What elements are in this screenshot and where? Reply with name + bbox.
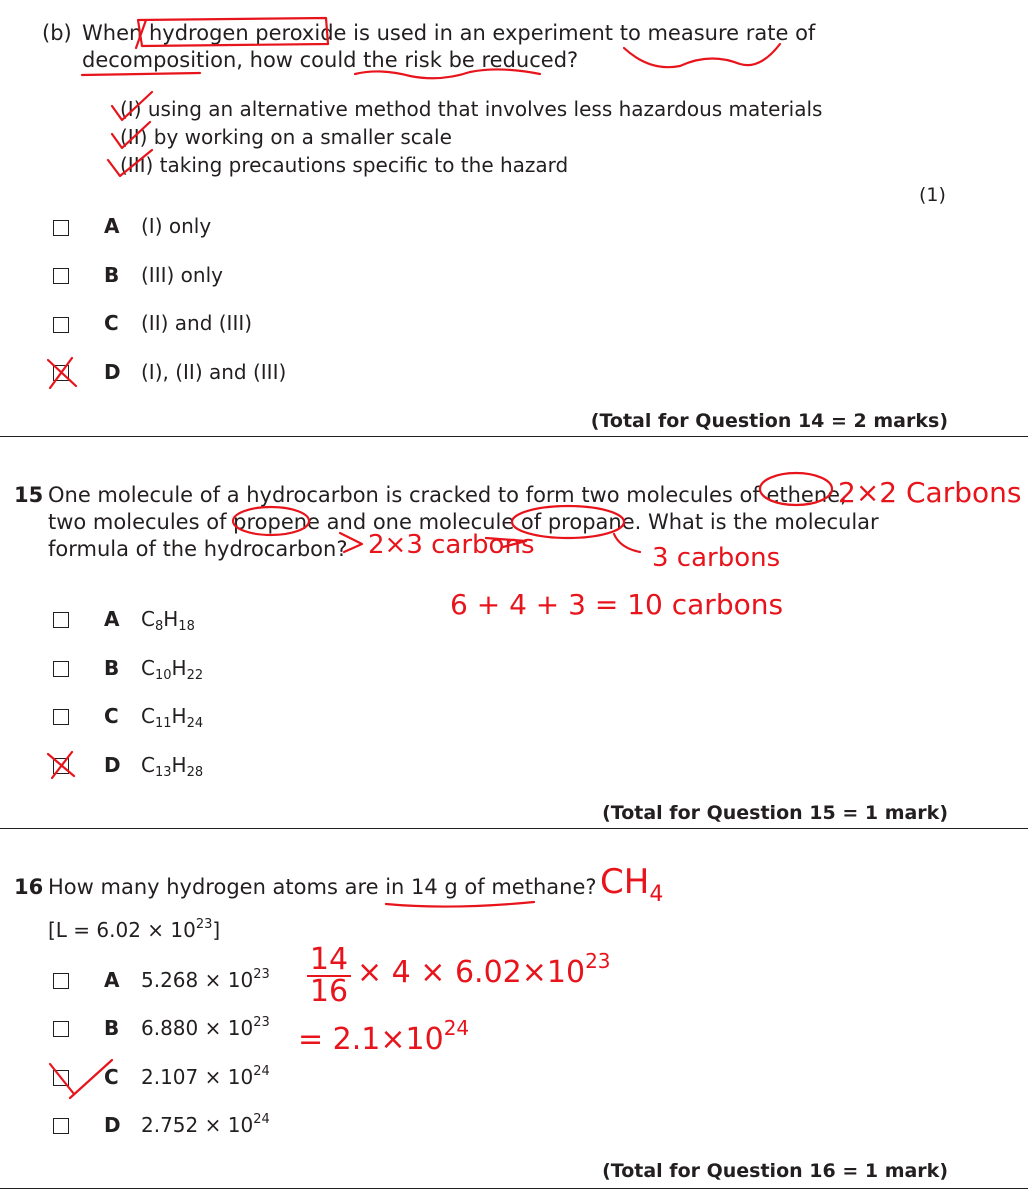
handwritten-ethene-note: 2×2 Carbons [838,476,1022,509]
q14b-stem-line-2: decomposition, how could the risk be reduced? [82,48,579,72]
q15-option-a-letter: A [104,607,120,631]
formula-element: H [171,656,187,680]
value-mantissa: 5.268 × 10 [141,968,254,992]
formula-subscript: 8 [154,619,164,634]
formula-subscript: 18 [178,619,195,634]
q14b-option-d-text: (I), (II) and (III) [141,360,287,384]
formula-subscript: 11 [154,716,172,731]
value-exponent: 24 [253,1064,270,1079]
q16-option-b-checkbox[interactable] [53,1021,69,1037]
section-divider [0,436,1028,437]
constant-text: ] [212,918,221,942]
formula-element: C [141,607,155,631]
formula-subscript: 22 [186,668,204,683]
q16-option-a-value [141,968,270,992]
q15-option-c-formula [141,704,204,731]
statement-numeral: (II) [120,125,148,149]
q15-stem-line-2: two molecules of propene and one molecule of propane. What is the molecular [48,510,879,534]
q16-option-b-letter: B [104,1016,120,1040]
q16-stem: How many hydrogen atoms are in 14 g of methane? [48,875,597,899]
q14b-stem-line-1 [82,19,815,47]
formula-subscript: 13 [154,765,172,780]
value-exponent: 24 [253,1112,270,1127]
arrow-mark [614,534,640,552]
q14b-option-a-checkbox[interactable] [53,220,69,236]
formula-element: H [171,753,187,777]
result-text: = 2.1×10 [298,1022,444,1057]
q15-total-marks: (Total for Question 15 = 1 mark) [602,802,948,824]
q15-option-a-formula [141,607,195,634]
q16-option-d-checkbox[interactable] [53,1118,69,1134]
handwritten-methane-formula [600,862,663,907]
formula-element: CH [600,862,650,902]
handwritten-calculation [357,949,611,990]
handwritten-carbon-sum: 6 + 4 + 3 = 10 carbons [450,588,784,621]
q15-stem-line-3: formula of the hydrocarbon? [48,537,348,561]
statement-text: by working on a smaller scale [153,125,452,149]
statement-text: using an alternative method that involves less hazardous materials [147,97,823,121]
statement-numeral: (I) [120,97,142,121]
q15-option-c-letter: C [104,704,119,728]
value-exponent: 23 [253,1015,270,1030]
q14b-option-a-letter: A [104,214,120,238]
handwritten-propane-note: 3 carbons [652,543,781,573]
q16-option-a-checkbox[interactable] [53,973,69,989]
formula-subscript: 28 [186,765,204,780]
handwritten-propene-note: 2×3 carbons [368,530,535,560]
formula-element: C [141,753,155,777]
q14b-stem-text: When [82,21,149,45]
q14-total-marks: (Total for Question 14 = 2 marks) [590,410,948,432]
q16-option-c-checkbox[interactable] [53,1070,69,1086]
q15-stem-line-1: One molecule of a hydrocarbon is cracked to form two molecules of ethene, [48,483,847,507]
value-mantissa: 2.752 × 10 [141,1113,254,1137]
q15-option-b-checkbox[interactable] [53,661,69,677]
q15-option-b-letter: B [104,656,120,680]
fraction-denominator: 16 [309,974,349,1009]
formula-subscript: 24 [186,716,204,731]
q14b-option-b-letter: B [104,263,120,287]
q14b-option-b-checkbox[interactable] [53,268,69,284]
handwritten-result [298,1016,470,1057]
q15-option-d-letter: D [104,753,121,777]
q14b-mark-allocation: (1) [919,184,946,206]
constant-exponent: 23 [195,917,213,932]
q14b-option-c-checkbox[interactable] [53,317,69,333]
formula-element: C [141,704,155,728]
fraction-numerator: 14 [307,945,351,977]
q14b-option-d-letter: D [104,360,121,384]
q14b-option-c-letter: C [104,311,119,335]
q16-avogadro-constant [48,918,220,942]
constant-text: [L = 6.02 × 10 [48,918,196,942]
q16-option-d-value [141,1113,270,1137]
q14b-option-d-checkbox[interactable] [53,365,69,381]
q15-option-b-formula [141,656,204,683]
q16-option-a-letter: A [104,968,120,992]
q16-number: 16 [14,875,44,899]
q16-option-b-value [141,1016,270,1040]
result-exponent: 24 [443,1016,470,1040]
q15-option-d-formula [141,753,204,780]
formula-element: C [141,656,155,680]
formula-subscript: 10 [154,668,172,683]
formula-element: H [163,607,179,631]
value-mantissa: 6.880 × 10 [141,1016,254,1040]
formula-element: H [171,704,187,728]
q15-option-a-checkbox[interactable] [53,612,69,628]
q14b-stem-text: is used in an experiment to measure rate of [346,21,816,45]
q16-option-c-letter: C [104,1065,119,1089]
q14b-stem-keyword: hydrogen peroxide [148,21,347,45]
q14b-option-a-text: (I) only [141,214,212,238]
statement-text: taking precautions specific to the hazard [159,153,569,177]
underline-mark [386,902,534,907]
q16-option-c-value [141,1065,270,1089]
q14b-part-label: (b) [42,21,72,45]
q14b-statement-2 [120,123,452,151]
section-divider [0,1188,1028,1189]
q14b-statement-3 [120,151,568,179]
q14b-statement-1 [120,95,822,123]
q14b-option-c-text: (II) and (III) [141,311,253,335]
q15-number: 15 [14,483,44,507]
value-mantissa: 2.107 × 10 [141,1065,254,1089]
formula-subscript: 4 [649,882,664,907]
q16-option-d-letter: D [104,1113,121,1137]
value-exponent: 23 [253,967,270,982]
section-divider [0,828,1028,829]
handwritten-fraction [307,942,351,1009]
q16-total-marks: (Total for Question 16 = 1 mark) [602,1160,948,1182]
statement-numeral: (III) [120,153,154,177]
q15-option-c-checkbox[interactable] [53,709,69,725]
calculation-text: × 4 × 6.02×10 [357,955,586,990]
q14b-option-b-text: (III) only [141,263,223,287]
calculation-exponent: 23 [585,949,611,973]
q15-option-d-checkbox[interactable] [53,758,69,774]
underline-mark [624,44,780,67]
